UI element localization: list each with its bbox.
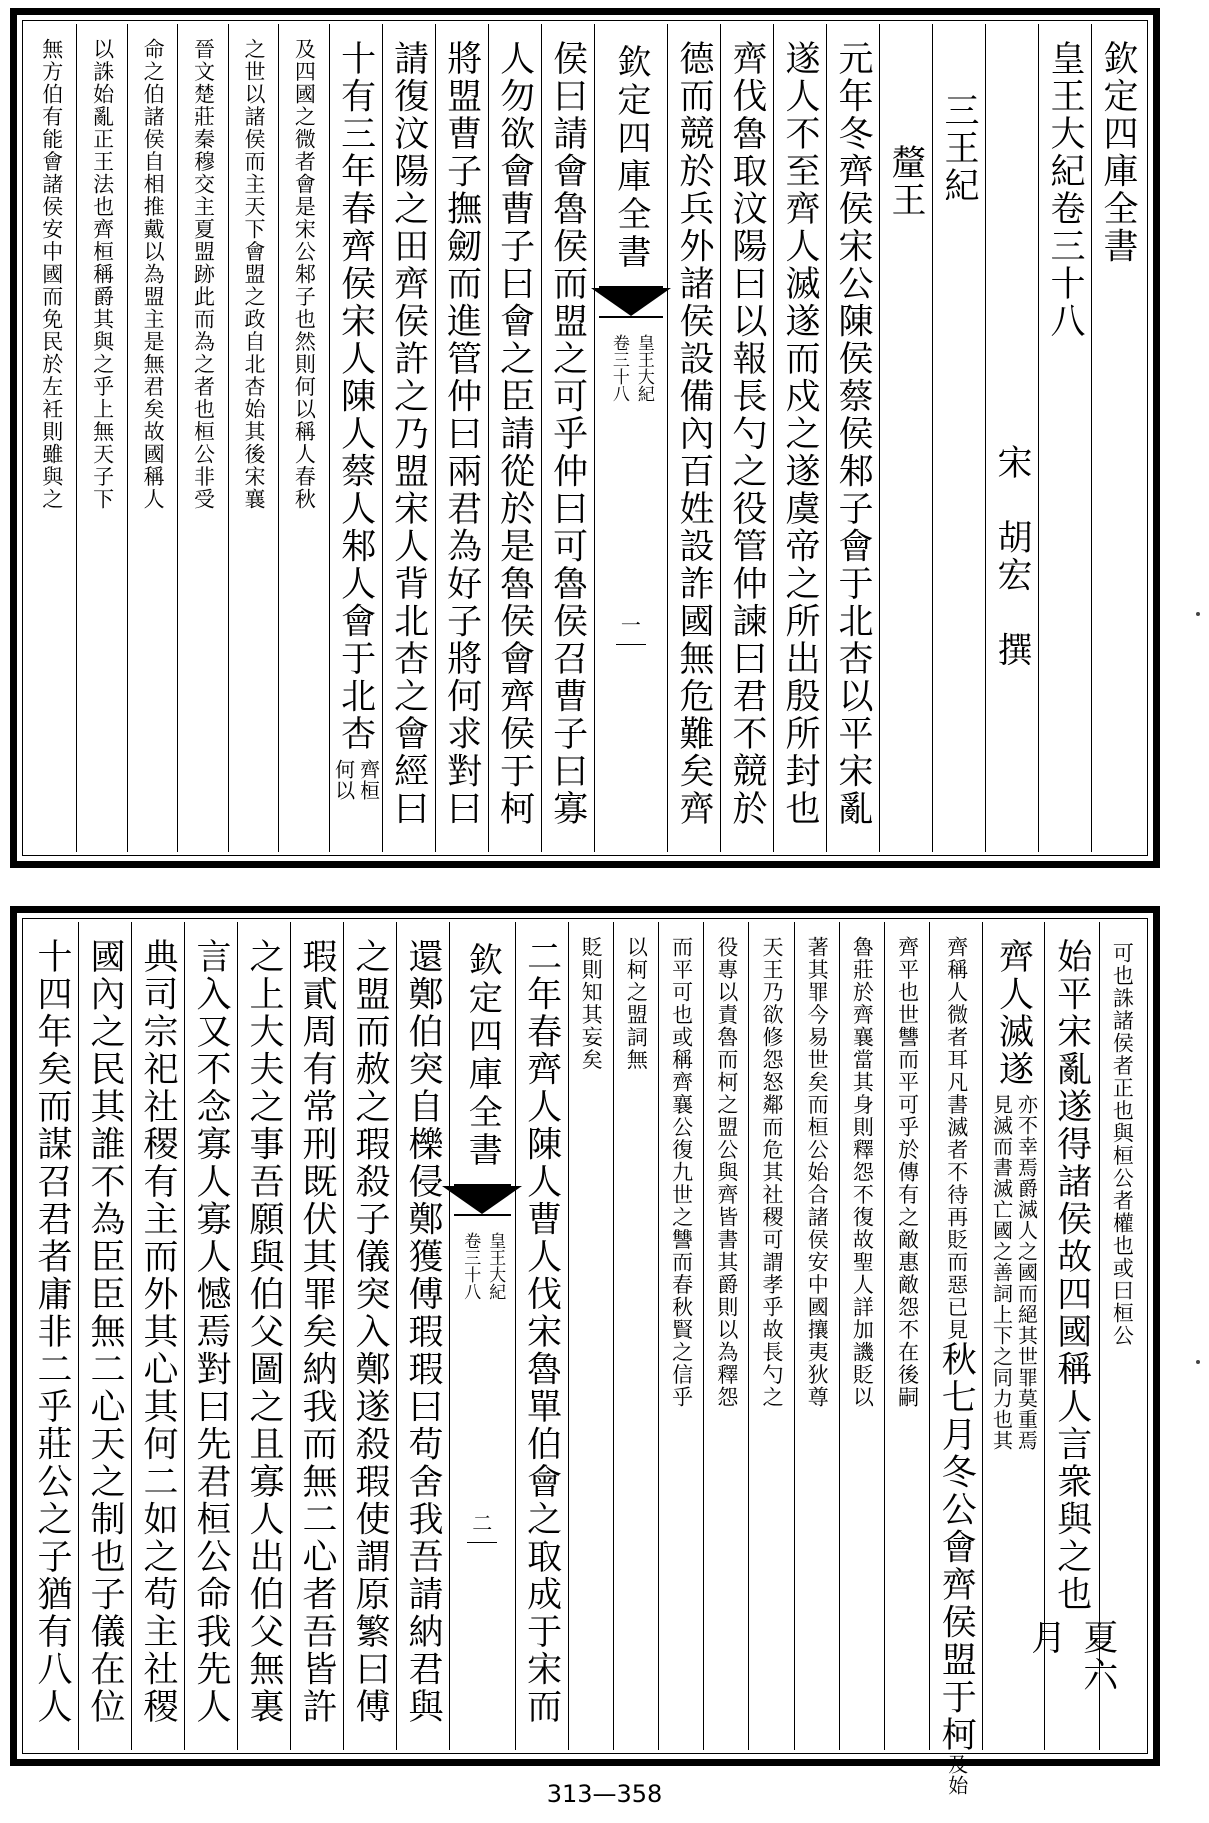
commentary-text: 以誅始亂正王法也齊桓稱爵其與之乎上無天子下 <box>90 38 115 511</box>
commentary-text: 著其罪今易世矣而桓公始合諸侯安中國攘夷狄尊 <box>805 936 830 1409</box>
text-column <box>237 922 290 1750</box>
column-text: 皇王大紀卷三十八 <box>1045 40 1085 340</box>
text-column <box>343 922 396 1750</box>
commentary-text: 魯莊於齊襄當其身則釋怨不復故聖人詳加譏貶以 <box>850 936 875 1409</box>
column-annotation <box>1025 1613 1118 1750</box>
text-column <box>982 922 1044 1750</box>
commentary-text: 無方伯有能會諸侯安中國而免民於左衽則雖與之 <box>39 38 64 511</box>
column-main-text: 始平宋亂遂得諸侯故四國稱人言衆與之也 <box>1051 938 1092 1613</box>
text-column <box>1038 24 1091 852</box>
center-fold-column <box>449 922 515 1750</box>
annotation-text: 月 <box>1025 1619 1066 1657</box>
text-column <box>773 24 826 852</box>
commentary-column <box>703 922 748 1750</box>
text-column <box>26 922 78 1750</box>
text-column <box>131 922 184 1750</box>
fold-book-title: 皇王大紀 <box>633 334 654 402</box>
fold-title: 欽定四庫全書 <box>610 44 651 272</box>
commentary-column <box>568 922 613 1750</box>
column-text: 德而競於兵外諸侯設備內百姓設詐國無危難矣齊 <box>674 40 714 828</box>
annotation-text: 齊桓 <box>356 758 381 801</box>
upper-page <box>10 8 1160 868</box>
commentary-text: 役專以責魯而柯之盟公與齊皆書其爵則以為釋怨 <box>714 936 739 1409</box>
text-column <box>184 922 237 1750</box>
text-column <box>396 922 449 1750</box>
fold-page-bar <box>616 644 646 645</box>
fold-page-bar <box>467 1542 497 1543</box>
text-column <box>329 24 382 852</box>
column-text: 言入又不念寡人寡人憾焉對曰先君桓公命我先人 <box>190 938 231 1726</box>
page-footer-number: 313—358 <box>546 1780 663 1808</box>
fold-book-info <box>450 1232 515 1300</box>
center-fold-column <box>594 24 667 852</box>
column-text: 欽定四庫全書 <box>1098 40 1138 265</box>
text-column <box>290 922 343 1750</box>
column-main-text: 十有三年春齊侯宋人陳人蔡人邾人會于北杏 <box>335 40 376 753</box>
annotation-text: 何以 <box>331 758 356 801</box>
upper-columns <box>26 24 1144 852</box>
column-text: 十四年矣而謀召君者庸非二乎莊公之子猶有八人 <box>31 938 72 1726</box>
fold-volume: 卷三十八 <box>460 1232 481 1300</box>
column-text: 侯曰請會魯侯而盟之可乎仲曰可魯侯召曹子曰寡 <box>547 40 588 828</box>
text-column <box>541 24 594 852</box>
commentary-column <box>658 922 703 1750</box>
column-text: 釐王 <box>886 144 926 219</box>
fishtail-part <box>454 1214 511 1216</box>
commentary-column <box>794 922 839 1750</box>
text-column <box>879 24 932 852</box>
column-text: 三王紀 <box>939 92 979 205</box>
commentary-text: 命之伯諸侯自相推戴以為盟主是無君矣故國稱人 <box>141 38 166 511</box>
commentary-text: 貶則知其妄矣 <box>579 936 604 1071</box>
column-text: 之上大夫之事吾願與伯父圖之且寡人出伯父無裏 <box>243 938 284 1726</box>
text-column <box>435 24 488 852</box>
column-text: 典司宗祀社稷有主而外其心其何二如之苟主社稷 <box>137 938 178 1726</box>
commentary-text: 以柯之盟詞無 <box>624 936 649 1071</box>
text-column <box>985 24 1038 852</box>
commentary-text: 及四國之微者會是宋公邾子也然則何以稱人春秋 <box>292 38 317 511</box>
column-text: 將盟曹子撫劒而進管仲曰兩君為好子將何求對曰 <box>441 40 482 828</box>
fold-book-info <box>595 334 667 402</box>
column-text: 還鄭伯突自櫟侵鄭獲傅瑕瑕曰苟舍我吾請納君與 <box>402 938 443 1726</box>
column-text: 國內之民其誰不為臣臣無二心天之制也子儀在位 <box>84 938 125 1726</box>
text-column <box>382 24 435 852</box>
fold-volume: 卷三十八 <box>608 334 629 402</box>
fishtail-part <box>591 288 671 316</box>
column-text: 瑕貳周有常刑既伏其罪矣納我而無二心者吾皆許 <box>296 938 337 1726</box>
fold-page-number <box>450 1507 515 1543</box>
column-text: 宋 胡宏 撰 <box>992 444 1032 669</box>
commentary-text: 而平可也或稱齊襄公復九世之讐而春秋賢之信乎 <box>669 936 694 1409</box>
fold-title: 欽定四庫全書 <box>462 942 503 1170</box>
fold-page-number-text: 二 <box>472 1511 493 1535</box>
text-column <box>488 24 541 852</box>
column-text: 人勿欲會曹子曰會之臣請從於是魯侯會齊侯于柯 <box>494 40 535 828</box>
fishtail-part <box>442 1186 522 1214</box>
fold-page-number-text: 一 <box>620 613 641 637</box>
text-column <box>826 24 879 852</box>
commentary-column <box>76 24 126 852</box>
text-column <box>1091 24 1144 852</box>
column-text: 請復汶陽之田齊侯許之乃盟宋人背北杏之會經曰 <box>388 40 429 828</box>
commentary-column <box>177 24 227 852</box>
column-main-text: 齊人滅遂 <box>993 938 1034 1088</box>
fishtail-part <box>599 316 663 318</box>
column-text: 元年冬齊侯宋公陳侯蔡侯邾子會于北杏以平宋亂 <box>833 40 873 828</box>
column-text: 秋七月冬公會齊侯盟于柯 <box>936 1341 977 1754</box>
commentary-text: 齊平也世讐而平可乎於傳有之敵惠敵怨不在後嗣 <box>895 936 920 1409</box>
annotation-text: 夏六 <box>1077 1619 1118 1694</box>
commentary-text: 之世以諸侯而主天下會盟之政自北杏始其後宋襄 <box>241 38 266 511</box>
column-annotation <box>330 753 382 853</box>
commentary-column <box>839 922 884 1750</box>
commentary-column <box>929 922 982 1796</box>
fold-page-number <box>595 609 667 645</box>
annotation-text: 見滅而書滅亡國之善詞上下之同力也其 <box>989 1094 1014 1451</box>
text-column <box>515 922 568 1750</box>
commentary-column <box>228 24 278 852</box>
commentary-text: 晉文楚莊秦穆交主夏盟跡此而為之者也桓公非受 <box>191 38 216 511</box>
commentary-column <box>278 24 328 852</box>
column-text: 齊伐魯取汶陽曰以報長勺之役管仲諫曰君不競於 <box>727 40 767 828</box>
annotation-text: 及始 <box>944 1753 969 1796</box>
text-column <box>720 24 773 852</box>
column-text: 二年春齊人陳人曹人伐宋魯單伯會之取成于宋而 <box>521 938 562 1726</box>
column-annotation <box>983 1088 1044 1750</box>
commentary-column <box>26 24 76 852</box>
commentary-column <box>748 922 793 1750</box>
commentary-column <box>613 922 658 1750</box>
fold-book-title: 皇王大紀 <box>485 1232 506 1300</box>
fishtail-mark <box>450 1184 515 1218</box>
commentary-text: 天王乃欲修怨怒鄰而危其社稷可謂孝乎故長勺之 <box>760 936 785 1409</box>
margin-mark <box>1196 1360 1200 1364</box>
text-column <box>932 24 985 852</box>
commentary-column <box>884 922 929 1750</box>
column-text: 遂人不至齊人滅遂而戍之遂虞帝之所出殷所封也 <box>780 40 820 828</box>
margin-mark <box>1196 612 1200 616</box>
commentary-text: 可也誅諸侯者正也與桓公者權也或曰桓公 <box>1110 942 1135 1347</box>
text-column <box>78 922 131 1750</box>
text-column <box>667 24 720 852</box>
commentary-text: 齊稱人微者耳凡書滅者不待再貶而惡已見 <box>944 936 969 1341</box>
annotation-text: 亦不幸焉爵滅人之國而絕其世罪莫重焉 <box>1014 1094 1039 1451</box>
column-text: 之盟而赦之瑕殺子儀突入鄭遂殺瑕使謂原繁曰傅 <box>349 938 390 1726</box>
commentary-column <box>127 24 177 852</box>
fishtail-mark <box>595 286 667 320</box>
